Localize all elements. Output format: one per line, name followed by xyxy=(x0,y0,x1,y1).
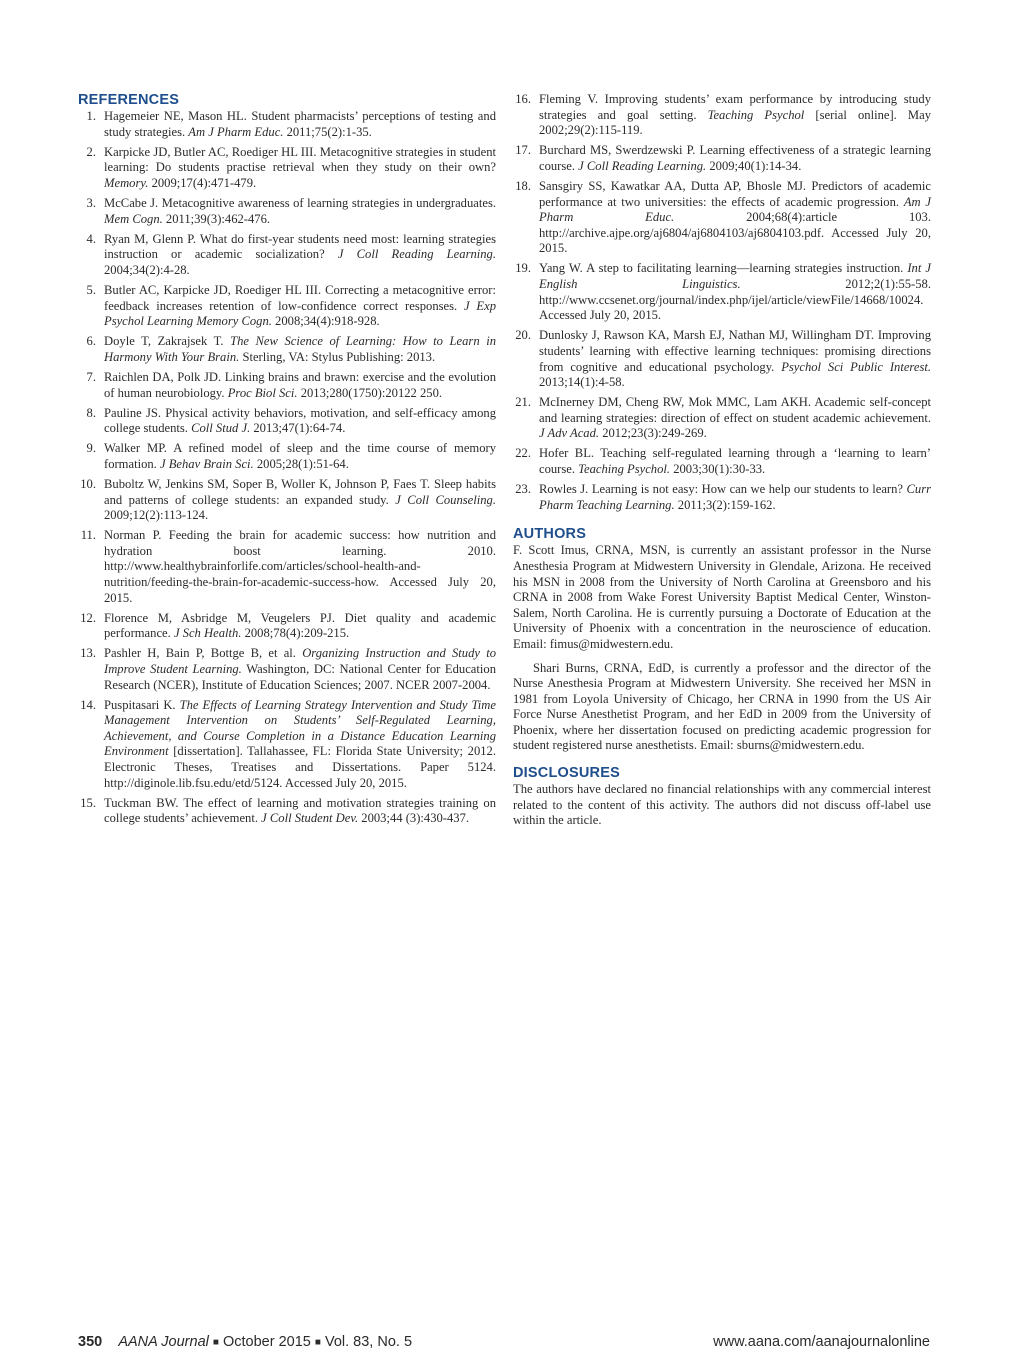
volume-number: Vol. 83, No. 5 xyxy=(324,1334,413,1350)
reference-number: 12. xyxy=(80,610,96,625)
reference-details: 2009;40(1):14-34. xyxy=(706,158,802,173)
reference-text: Burchard MS, Swerdzewski P. Learning effectiveness of a strategic learning course. xyxy=(539,143,931,173)
reference-source: Proc Biol Sci. xyxy=(227,385,298,400)
reference-text: Karpicke JD, Butler AC, Roediger HL III. Metacognitive strategies in student learning: Do students practise retrieval when they study on their own? xyxy=(104,144,496,175)
reference-number: 2. xyxy=(86,144,96,159)
reference-source: J Coll Reading Learning. xyxy=(578,158,707,173)
reference-item xyxy=(78,477,496,524)
reference-item xyxy=(78,646,496,693)
reference-number: 5. xyxy=(86,282,96,297)
reference-item xyxy=(78,370,496,401)
reference-details: [dissertation]. Tallahassee, FL: Florida State University; 2012. Electronic Theses, Treatises and Dissertations. Paper 5124. http://diginole.lib.fsu.edu/etd/5124. Accessed July 20, 2015. xyxy=(104,744,496,790)
reference-source: Mem Cogn. xyxy=(104,211,163,226)
reference-details: 2011;39(3):462-476. xyxy=(162,211,271,226)
reference-text: Yang W. A step to facilitating learning—learning strategies instruction. xyxy=(539,261,908,276)
reference-number: 6. xyxy=(86,334,96,349)
disclosures-text: The authors have declared no financial relationships with any commercial interest related to the content of this activity. The authors did not discuss off-label use within the article. xyxy=(513,782,931,828)
reference-item xyxy=(78,196,496,227)
reference-details: 2012;23(3):249-269. xyxy=(599,426,707,441)
reference-text: Hofer BL. Teaching self-regulated learning through a ‘learning to learn’ course. xyxy=(539,446,931,477)
reference-details: 2008;34(4):918-928. xyxy=(271,314,380,329)
separator-icon: ■ xyxy=(314,1337,321,1348)
reference-text: Doyle T, Zakrajsek T. xyxy=(104,334,231,349)
reference-source: Memory. xyxy=(104,175,149,190)
reference-number: 19. xyxy=(515,261,531,276)
reference-text: Walker MP. A refined model of sleep and the time course of memory formation. xyxy=(104,441,496,471)
reference-item xyxy=(513,446,931,477)
reference-item xyxy=(513,92,931,139)
right-column xyxy=(513,92,931,829)
authors-heading: AUTHORS xyxy=(513,526,587,543)
reference-number: 7. xyxy=(86,369,96,384)
reference-details: 2012;2(1):55-58. http://www.ccsenet.org/journal/index.php/ijel/article/viewFile/14668/10024. Accessed July 20, 2015. xyxy=(539,277,931,323)
reference-source: Organizing Instruction and Study to Improve Student Learning. xyxy=(104,646,496,676)
journal-url[interactable]: www.aana.com/aanajournalonline xyxy=(713,1334,930,1350)
page-footer xyxy=(78,1334,930,1354)
reference-details: 2003;30(1):30-33. xyxy=(670,462,766,477)
reference-text: Fleming V. Improving students’ exam performance by introducing study strategies and goal setting. xyxy=(539,92,931,122)
reference-item xyxy=(78,145,496,192)
reference-number: 8. xyxy=(86,405,96,420)
reference-details: 2011;3(2):159-162. xyxy=(674,497,776,512)
reference-details: Washington, DC: National Center for Education Research (NCER), Institute of Education Sciences; 2007. NCER 2007-2004. xyxy=(104,662,496,692)
footer-citation xyxy=(78,1334,412,1350)
reference-details: 2004;68(4):article 103. http://archive.ajpe.org/aj6804/aj6804103/aj6804103.pdf. Accessed July 20, 2015. xyxy=(539,210,931,256)
reference-source: J Behav Brain Sci. xyxy=(159,456,254,471)
reference-source: J Sch Health. xyxy=(173,626,242,641)
reference-source: Psychol Sci Public Interest. xyxy=(781,359,931,374)
reference-source: Am J Pharm Educ. xyxy=(188,124,284,139)
reference-text: Pashler H, Bain P, Bottge B, et al. xyxy=(104,646,303,661)
reference-source: Teaching Psychol xyxy=(707,107,805,122)
reference-details: 2013;14(1):4-58. xyxy=(539,375,625,390)
reference-source: J Coll Counseling. xyxy=(395,492,496,507)
reference-number: 11. xyxy=(80,528,96,543)
reference-details: [serial online]. May 2002;29(2):115-119. xyxy=(539,107,931,138)
reference-item xyxy=(78,406,496,437)
reference-number: 16. xyxy=(515,92,531,106)
reference-source: J Adv Acad. xyxy=(539,426,600,441)
reference-item xyxy=(78,334,496,365)
reference-text: Pauline JS. Physical activity behaviors, motivation, and self-efficacy among college students. xyxy=(104,405,496,436)
reference-details: Sterling, VA: Stylus Publishing: 2013. xyxy=(239,349,436,364)
reference-details: 2008;78(4):209-215. xyxy=(241,626,350,641)
reference-text: McInerney DM, Cheng RW, Mok MMC, Lam AKH. Academic self-concept and learning strategies: direction of effect on student academic achievement. xyxy=(539,395,931,425)
reference-number: 15. xyxy=(80,795,96,810)
reference-text: Tuckman BW. The effect of learning and motivation strategies training on college students’ achievement. xyxy=(104,795,496,826)
reference-item xyxy=(78,441,496,472)
reference-item xyxy=(513,395,931,442)
reference-item xyxy=(78,698,496,792)
reference-source: Teaching Psychol. xyxy=(578,462,671,477)
reference-text: Norman P. Feeding the brain for academic success: how nutrition and hydration boost learning. 2010. http://www.healthybrainforlife.com/articles/school-health-and-nutrition/feeding-the-brain-for-academic-success-how. Accessed July 20, 2015. xyxy=(104,528,496,605)
references-list-right xyxy=(513,92,931,513)
reference-source: Coll Stud J. xyxy=(191,421,251,436)
reference-number: 4. xyxy=(86,231,96,246)
reference-text: Hagemeier NE, Mason HL. Student pharmacists’ perceptions of testing and study strategies. xyxy=(104,109,496,139)
reference-source: J Exp Psychol Learning Memory Cogn. xyxy=(104,298,496,329)
reference-number: 13. xyxy=(80,646,96,661)
reference-item xyxy=(78,796,496,827)
reference-text: Ryan M, Glenn P. What do first-year students need most: learning strategies instruction or academic socialization? xyxy=(104,231,496,262)
reference-number: 23. xyxy=(515,482,531,497)
reference-number: 17. xyxy=(515,143,531,158)
reference-details: 2013;280(1750):20122 250. xyxy=(297,385,443,400)
reference-text: Butler AC, Karpicke JD, Roediger HL III. Correcting a metacognitive error: feedback increases retention of low-confidence correct responses. xyxy=(104,282,496,313)
reference-item xyxy=(78,528,496,606)
references-heading: REFERENCES xyxy=(78,92,180,108)
reference-item xyxy=(78,109,496,140)
reference-text: McCabe J. Metacognitive awareness of learning strategies in undergraduates. xyxy=(104,195,496,210)
reference-details: 2009;12(2):113-124. xyxy=(104,508,209,523)
reference-item xyxy=(78,283,496,330)
reference-text: Puspitasari K. xyxy=(104,697,180,712)
reference-item xyxy=(513,328,931,390)
reference-details: 2013;47(1):64-74. xyxy=(250,421,346,436)
reference-source: J Coll Reading Learning. xyxy=(337,247,497,262)
reference-text: Florence M, Asbridge M, Veugelers PJ. Diet quality and academic performance. xyxy=(104,610,496,641)
reference-source: Am J Pharm Educ. xyxy=(539,194,931,225)
reference-item xyxy=(513,482,931,513)
reference-number: 10. xyxy=(80,476,96,491)
reference-item xyxy=(78,611,496,642)
reference-details: 2004;34(2):4-28. xyxy=(104,262,190,277)
reference-source: The Effects of Learning Strategy Intervention and Study Time Management Intervention on Students’ Self-Regulated Learning, Achievement, and Course Completion in a Distance Education Learning Environment xyxy=(104,697,496,759)
reference-item xyxy=(513,261,931,323)
left-column xyxy=(78,92,496,831)
reference-number: 20. xyxy=(515,328,531,343)
author-bio-burns: Shari Burns, CRNA, EdD, is currently a professor and the director of the Nurse Anesthesia Program at Midwestern University. She received her MSN in 1981 from Loyola University of Chicago, her CRNA in 1990 from the US Air Force Nurse Anesthetist Program, and her EdD in 2009 from the University of Phoenix, where her dissertation focused on predicting academic progression for student registered nurse anesthetists. Email: sburns@midwestern.edu. xyxy=(513,660,931,753)
issue-date: October 2015 xyxy=(222,1334,311,1350)
separator-icon: ■ xyxy=(212,1337,219,1348)
reference-number: 1. xyxy=(86,109,96,123)
page-number: 350 xyxy=(78,1334,103,1350)
reference-text: Buboltz W, Jenkins SM, Soper B, Woller K, Johnson P, Faes T. Sleep habits and patterns of college students: an expanded study. xyxy=(104,476,496,507)
author-bio-imus: F. Scott Imus, CRNA, MSN, is currently an assistant professor in the Nurse Anesthesia Program at Midwestern University in Glendale, Arizona. He received his MSN in 2008 from the University of North Carolina at Greensboro and his CRNA in 2008 from Wake Forest University Baptist Medical Center, Winston-Salem, North Carolina. He is currently pursuing a Doctorate of Education at the University of Phoenix with a concentration in the neuroscience of education. Email: fimus@midwestern.edu. xyxy=(513,543,931,651)
reference-text: Dunlosky J, Rawson KA, Marsh EJ, Nathan MJ, Willingham DT. Improving students’ learning with effective learning techniques: promising directions from cognitive and educational psychology. xyxy=(539,328,931,374)
disclosures-heading: DISCLOSURES xyxy=(513,765,620,782)
reference-item xyxy=(78,232,496,279)
reference-item xyxy=(513,179,931,257)
reference-number: 18. xyxy=(515,178,531,193)
reference-details: 2011;75(2):1-35. xyxy=(283,124,372,139)
references-list-left xyxy=(78,109,496,827)
reference-text: Raichlen DA, Polk JD. Linking brains and brawn: exercise and the evolution of human neurobiology. xyxy=(104,369,496,400)
reference-source: J Coll Student Dev. xyxy=(261,811,359,826)
reference-text: Sansgiry SS, Kawatkar AA, Dutta AP, Bhosle MJ. Predictors of academic performance at two universities: the effects of academic progression. xyxy=(539,178,931,209)
reference-number: 22. xyxy=(515,446,531,461)
reference-number: 21. xyxy=(515,395,531,410)
journal-name: AANA Journal xyxy=(118,1334,209,1350)
reference-details: 2005;28(1):51-64. xyxy=(253,456,349,471)
reference-source: Curr Pharm Teaching Learning. xyxy=(539,482,931,512)
reference-number: 3. xyxy=(86,195,96,210)
reference-details: 2009;17(4):471-479. xyxy=(148,175,257,190)
reference-number: 9. xyxy=(86,441,96,456)
reference-details: 2003;44 (3):430-437. xyxy=(358,811,470,826)
reference-text: Rowles J. Learning is not easy: How can we help our students to learn? xyxy=(539,482,907,497)
reference-source: The New Science of Learning: How to Learn in Harmony With Your Brain. xyxy=(104,334,496,364)
reference-number: 14. xyxy=(80,697,96,712)
reference-source: Int J English Linguistics. xyxy=(539,261,931,292)
reference-item xyxy=(513,143,931,174)
